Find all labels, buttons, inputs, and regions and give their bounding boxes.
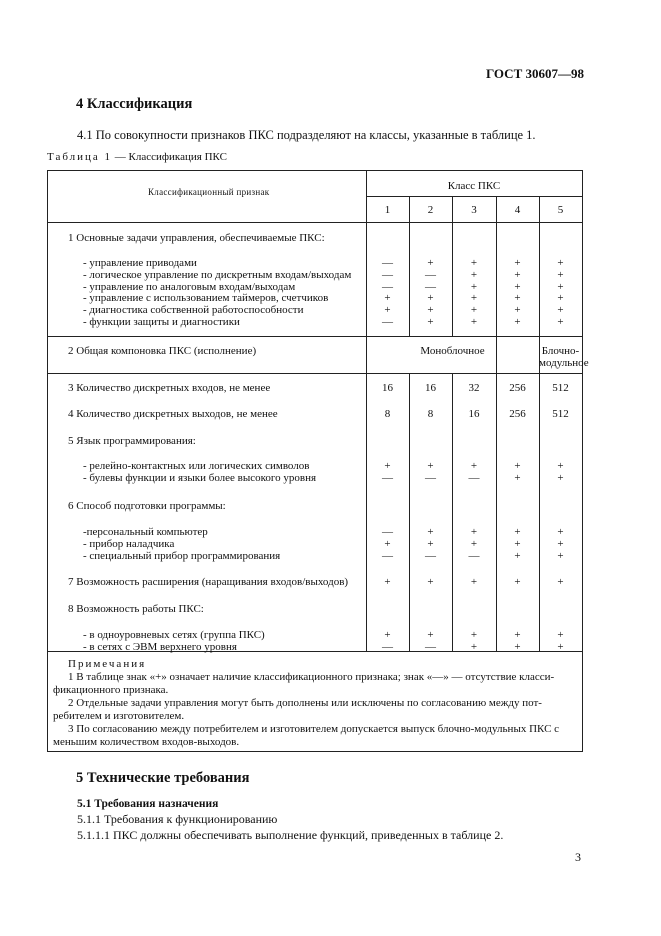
class-3-value: + bbox=[470, 576, 478, 588]
row-label: -персональный компьютер bbox=[83, 526, 208, 538]
row-label: - управление с использованием таймеров, счетчиков bbox=[83, 292, 329, 305]
class-2-value: 8 bbox=[427, 408, 434, 420]
class-2-value: + bbox=[427, 629, 434, 641]
class-4-value: + bbox=[514, 292, 521, 305]
layout-mono: Моноблочное bbox=[420, 345, 485, 357]
table-caption-label: Таблица 1 bbox=[47, 151, 113, 163]
notes-title: Примечания bbox=[68, 658, 147, 670]
class-1-value: — bbox=[382, 268, 393, 281]
class-1-value: 16 bbox=[382, 382, 393, 394]
row-label: - прибор наладчика bbox=[83, 538, 175, 550]
class-5-value: + bbox=[557, 472, 564, 484]
class-2-value: + bbox=[427, 460, 434, 472]
row-label: - булевы функции и языки более высокого уровня bbox=[83, 472, 317, 484]
class-3-value: + bbox=[470, 641, 478, 653]
class-2-value: + bbox=[427, 538, 434, 550]
section-5-title: 5 Технические требования bbox=[76, 770, 250, 786]
row-label: - в одноуровневых сетях (группа ПКС) bbox=[83, 629, 265, 641]
note-line: 2 Отдельные задачи управления могут быть дополнены или исключены по согласованию между пот- bbox=[68, 697, 542, 709]
class-5-value: + bbox=[557, 550, 564, 562]
section-4-intro: 4.1 По совокупности признаков ПКС подразделяют на классы, указанные в таблице 1. bbox=[77, 128, 536, 142]
class-2-value: + bbox=[427, 576, 434, 588]
group-title: 4 Количество дискретных выходов, не менее bbox=[68, 408, 278, 420]
class-1-value: — bbox=[382, 472, 393, 484]
row-label: - релейно-контактных или логических символов bbox=[83, 460, 310, 472]
row-label: - функции защиты и диагностики bbox=[83, 316, 240, 328]
class-2-value: + bbox=[427, 316, 434, 328]
page-number: 3 bbox=[575, 850, 581, 864]
class-num: 4 bbox=[514, 204, 521, 216]
class-3-value: 16 bbox=[468, 408, 480, 420]
class-5-value: + bbox=[557, 280, 564, 293]
class-3-value: + bbox=[470, 526, 478, 538]
class-3-value: 32 bbox=[468, 382, 480, 394]
class-5-value: + bbox=[557, 316, 564, 328]
group-title: 1 Основные задачи управления, обеспечиваемые ПКС: bbox=[68, 232, 325, 244]
table-notes bbox=[53, 658, 579, 749]
row-label: - в сетях с ЭВМ верхнего уровня bbox=[83, 641, 237, 653]
class-1-value: — bbox=[382, 257, 393, 269]
class-5-value: + bbox=[557, 629, 564, 641]
class-4-value: + bbox=[514, 472, 521, 484]
class-3-value: + bbox=[470, 538, 478, 550]
class-1-value: — bbox=[382, 316, 393, 328]
class-4-value: + bbox=[514, 316, 521, 328]
class-4-value: + bbox=[514, 257, 521, 269]
class-3-value: + bbox=[470, 629, 478, 641]
class-4-value: + bbox=[514, 629, 521, 641]
table-caption-text: — Классификация ПКС bbox=[112, 151, 227, 163]
class-2-value: + bbox=[427, 292, 434, 305]
note-line: фикационного признака. bbox=[53, 684, 169, 696]
subsection-5-1-1-1: 5.1.1.1 ПКС должны обеспечивать выполнение функций, приведенных в таблице 2. bbox=[77, 828, 504, 842]
layout-block-1: Блочно- bbox=[541, 345, 580, 357]
row-label: - специальный прибор программирования bbox=[83, 550, 281, 562]
class-2-value: 16 bbox=[425, 382, 436, 394]
class-2-value: — bbox=[425, 268, 436, 281]
class-4-value: + bbox=[514, 550, 521, 562]
classification-table bbox=[47, 170, 589, 752]
class-3-value: — bbox=[468, 550, 480, 562]
class-5-value: + bbox=[557, 576, 564, 588]
class-4-value: + bbox=[514, 268, 521, 281]
class-4-value: + bbox=[514, 460, 521, 472]
class-5-value: + bbox=[557, 292, 564, 305]
class-1-value: + bbox=[384, 304, 391, 317]
group-title: 8 Возможность работы ПКС: bbox=[68, 603, 204, 615]
class-num: 3 bbox=[471, 204, 477, 216]
class-1-value: — bbox=[382, 641, 393, 653]
class-1-value: — bbox=[382, 526, 393, 538]
class-3-value: + bbox=[470, 460, 478, 472]
class-5-value: + bbox=[557, 641, 564, 653]
note-line: меньшим количеством входов-выходов. bbox=[53, 736, 240, 748]
class-3-value: + bbox=[470, 280, 478, 293]
class-4-value: + bbox=[514, 304, 521, 317]
class-1-value: + bbox=[384, 538, 391, 550]
group-title: 6 Способ подготовки программы: bbox=[68, 500, 226, 512]
class-4-value: + bbox=[514, 526, 521, 538]
class-4-value: + bbox=[514, 280, 521, 293]
note-line: ребителем и изготовителем. bbox=[53, 710, 185, 722]
class-3-value: + bbox=[470, 316, 478, 328]
class-5-value: + bbox=[557, 538, 564, 550]
section-4-title: 4 Классификация bbox=[76, 96, 193, 112]
class-4-value: + bbox=[514, 641, 521, 653]
group-title: 2 Общая компоновка ПКС (исполнение) bbox=[68, 345, 257, 357]
class-1-value: + bbox=[384, 629, 391, 641]
class-3-value: — bbox=[468, 472, 480, 484]
class-4-value: + bbox=[514, 576, 521, 588]
table-caption bbox=[47, 151, 227, 163]
note-line: 3 По согласованию между потребителем и изготовителем допускается выпуск блочно-модульных ПКС с bbox=[68, 723, 560, 735]
class-2-value: — bbox=[425, 472, 436, 484]
row-label: - управление по аналоговым входам/выходам bbox=[83, 280, 296, 293]
class-2-value: + bbox=[427, 304, 434, 317]
header-feature: Классификационный признак bbox=[148, 187, 270, 197]
class-5-value: + bbox=[557, 257, 564, 269]
document-code: ГОСТ 30607—98 bbox=[485, 66, 584, 81]
class-5-value: 512 bbox=[552, 382, 569, 394]
class-num: 1 bbox=[384, 204, 391, 216]
class-1-value: 8 bbox=[384, 408, 391, 420]
class-4-value: 256 bbox=[509, 408, 526, 420]
class-num: 5 bbox=[557, 204, 564, 216]
class-4-value: 256 bbox=[509, 382, 526, 394]
row-label: - диагностика собственной работоспособности bbox=[83, 304, 304, 317]
row-label: - управление приводами bbox=[83, 257, 197, 269]
class-3-value: + bbox=[470, 257, 478, 269]
class-1-value: — bbox=[382, 550, 393, 562]
class-4-value: + bbox=[514, 538, 521, 550]
class-2-value: + bbox=[427, 526, 434, 538]
group-title: 3 Количество дискретных входов, не менее bbox=[68, 382, 271, 394]
header-class: Класс ПКС bbox=[447, 180, 501, 192]
class-num: 2 bbox=[427, 204, 434, 216]
group-title: 7 Возможность расширения (наращивания входов/выходов) bbox=[68, 576, 349, 588]
class-5-value: + bbox=[557, 304, 564, 317]
class-5-value: 512 bbox=[552, 408, 569, 420]
class-1-value: + bbox=[384, 292, 391, 305]
layout-block-2: модульное bbox=[539, 357, 589, 369]
class-2-value: — bbox=[425, 641, 436, 653]
class-1-value: + bbox=[384, 460, 391, 472]
class-3-value: + bbox=[470, 304, 478, 317]
class-2-value: — bbox=[425, 550, 436, 562]
class-1-value: + bbox=[384, 576, 391, 588]
class-3-value: + bbox=[470, 292, 478, 305]
class-2-value: + bbox=[427, 257, 434, 269]
class-5-value: + bbox=[557, 268, 564, 281]
class-1-value: — bbox=[382, 280, 393, 293]
row-label: - логическое управление по дискретным входам/выходам bbox=[83, 268, 352, 281]
group-title: 5 Язык программирования: bbox=[68, 435, 196, 447]
note-line: 1 В таблице знак «+» означает наличие классификационного признака; знак «—» — отсутствие класси- bbox=[68, 671, 555, 683]
class-5-value: + bbox=[557, 460, 564, 472]
class-5-value: + bbox=[557, 526, 564, 538]
subsection-5-1-1: 5.1.1 Требования к функционированию bbox=[77, 812, 278, 826]
class-2-value: — bbox=[425, 280, 436, 293]
class-3-value: + bbox=[470, 268, 478, 281]
subsection-5-1: 5.1 Требования назначения bbox=[77, 798, 219, 810]
